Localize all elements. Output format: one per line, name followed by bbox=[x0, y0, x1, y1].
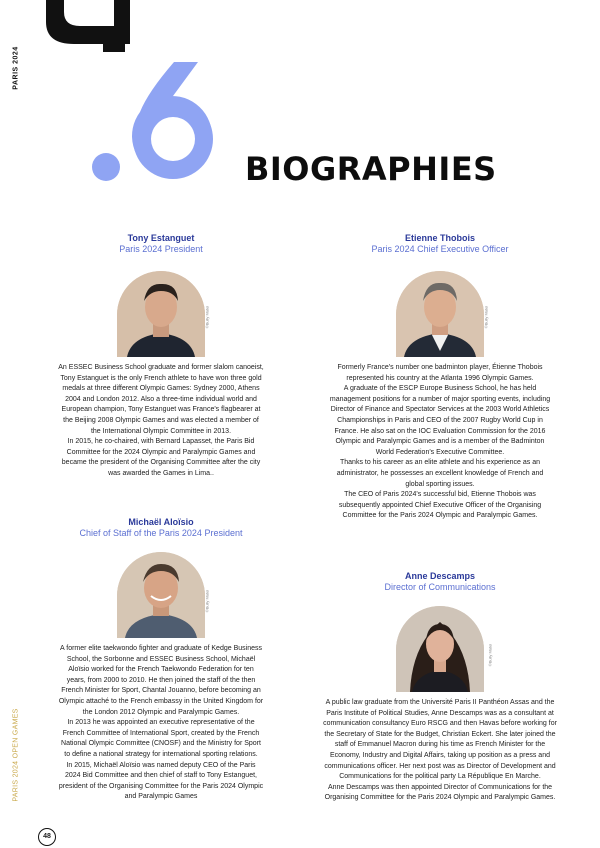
profile-michael-aloisio bbox=[58, 517, 264, 803]
black-numeral-stem bbox=[103, 28, 125, 52]
side-label-top bbox=[6, 38, 26, 98]
photo-credit: ©Bully Matei bbox=[204, 305, 210, 329]
profile-bio: An ESSEC Business School graduate and former slalom canoeist, Tony Estanguet is the only French athlete to have won three gold medals at three different Olympic Games: Sydney 2000, Athens 2004 and London 2012. Also a three-time individual world and European champion, Tony Estanguet was France's flagbearer at the Beijing 2008 Olympic Games and was elected a member of the International Olympic Committee in 2013. In 2015, he co-chaired, with Bernard Lapasset, the Paris Bid Committee for the 2024 Olympic and Paralympic Games and became the president of the Organising Committee after the city was awarded the Games in Lima.. bbox=[58, 364, 264, 477]
blue-dot bbox=[92, 153, 120, 181]
portrait-photo bbox=[117, 552, 205, 638]
profile-tony-estanguet bbox=[58, 233, 264, 480]
photo-credit: ©Bully Matei bbox=[487, 643, 493, 667]
profile-role: Paris 2024 President bbox=[119, 244, 203, 254]
profile-name: Michaël Aloïsio bbox=[128, 517, 194, 527]
page-title: BIOGRAPHIES bbox=[245, 150, 497, 188]
profile-role: Chief of Staff of the Paris 2024 President bbox=[79, 528, 243, 538]
profile-bio: A public law graduate from the Université Paris II Panthéon Assas and the Paris Institute of Political Studies, Anne Descamps was as a consultant at communication consultancy Euro RSCG and then Havas before working for the Secretary of State for the Budget, Christian Eckert. She later joined the staff of Emmanuel Macron during his time as French Minister for the Economy, Industry and Digital Affairs, taking up position as a press and communications officer. Her next post was as Director of Development and Communications for the political party La République En Marche. Anne Descamps was then appointed Director of Communications for the Organising Committee for the Paris 2024 Olympic and Paralympic Games. bbox=[323, 699, 557, 802]
blue-six-hole bbox=[151, 117, 195, 161]
portrait-photo bbox=[117, 271, 205, 357]
photo-credit: ©Bully Matei bbox=[483, 305, 489, 329]
profile-name: Etienne Thobois bbox=[404, 233, 475, 243]
profile-bio: A former elite taekwondo fighter and graduate of Kedge Business School, the Sorbonne and ESSEC Business School, Michaël Aloïsio worked for the French Taekwondo Federation for ten years, from 2000 to 2010. He then joined the staff of the then French Minister for Sport, Chantal Jouanno, before becoming an Olympic attaché to the French embassy in the United Kingdom for the London 2012 Olympic and Paralympic Games. In 2013 he was appointed an executive representative of the French Committee of International Sport, created by the French National Olympic Committee (CNOSF) and the Ministry for Sport to define a national strategy for international sporting relations. In 2015, Michaël Aloïsio was named deputy CEO of the Paris 2024 Bid Committee and then chief of staff to Tony Estanguet, president of the Organising Committee for the Paris 2024 Olympic and Paralympic Games bbox=[58, 645, 264, 801]
page-number: 48 bbox=[38, 828, 56, 846]
side-label-bottom-text: PARIS 2024 OPEN GAMES bbox=[12, 708, 20, 802]
side-label-top-text: PARIS 2024 bbox=[12, 46, 20, 90]
side-label-bottom bbox=[6, 700, 26, 810]
chapter-number-graphic bbox=[40, 0, 240, 195]
profile-bio: Formerly France's number one badminton player, Étienne Thobois represented his country at the Atlanta 1996 Olympic Games. A graduate of the ESCP Europe Business School, he has held management positions for a number of major sporting events, including Director of Finance and Spectator Services at the 2003 World Athletics Championships in Paris and CEO of the 2007 Rugby World Cup in France. He also sat on the IOC Evaluation Commission for the 2016 Olympic and Paralympic Games and is a member of the Badminton World Federation's Executive Committee. Thanks to his career as an elite athlete and his experience as an administrator, he possesses an excellent knowledge of French and global sporting issues. The CEO of Paris 2024's successful bid, Etienne Thobois was subsequently appointed Chief Executive Officer of the Organising Committee for the Paris 2024 Olympic and Paralympic Games. bbox=[329, 364, 551, 520]
profile-role: Paris 2024 Chief Executive Officer bbox=[371, 244, 509, 254]
portrait-photo bbox=[396, 606, 484, 692]
portrait-photo bbox=[396, 271, 484, 357]
profile-etienne-thobois bbox=[327, 233, 553, 522]
photo-credit: ©Bully Matei bbox=[204, 589, 210, 613]
profile-name: Tony Estanguet bbox=[127, 233, 195, 243]
profile-role: Director of Communications bbox=[384, 582, 496, 592]
profile-anne-descamps bbox=[322, 571, 558, 804]
profile-name: Anne Descamps bbox=[404, 571, 476, 581]
